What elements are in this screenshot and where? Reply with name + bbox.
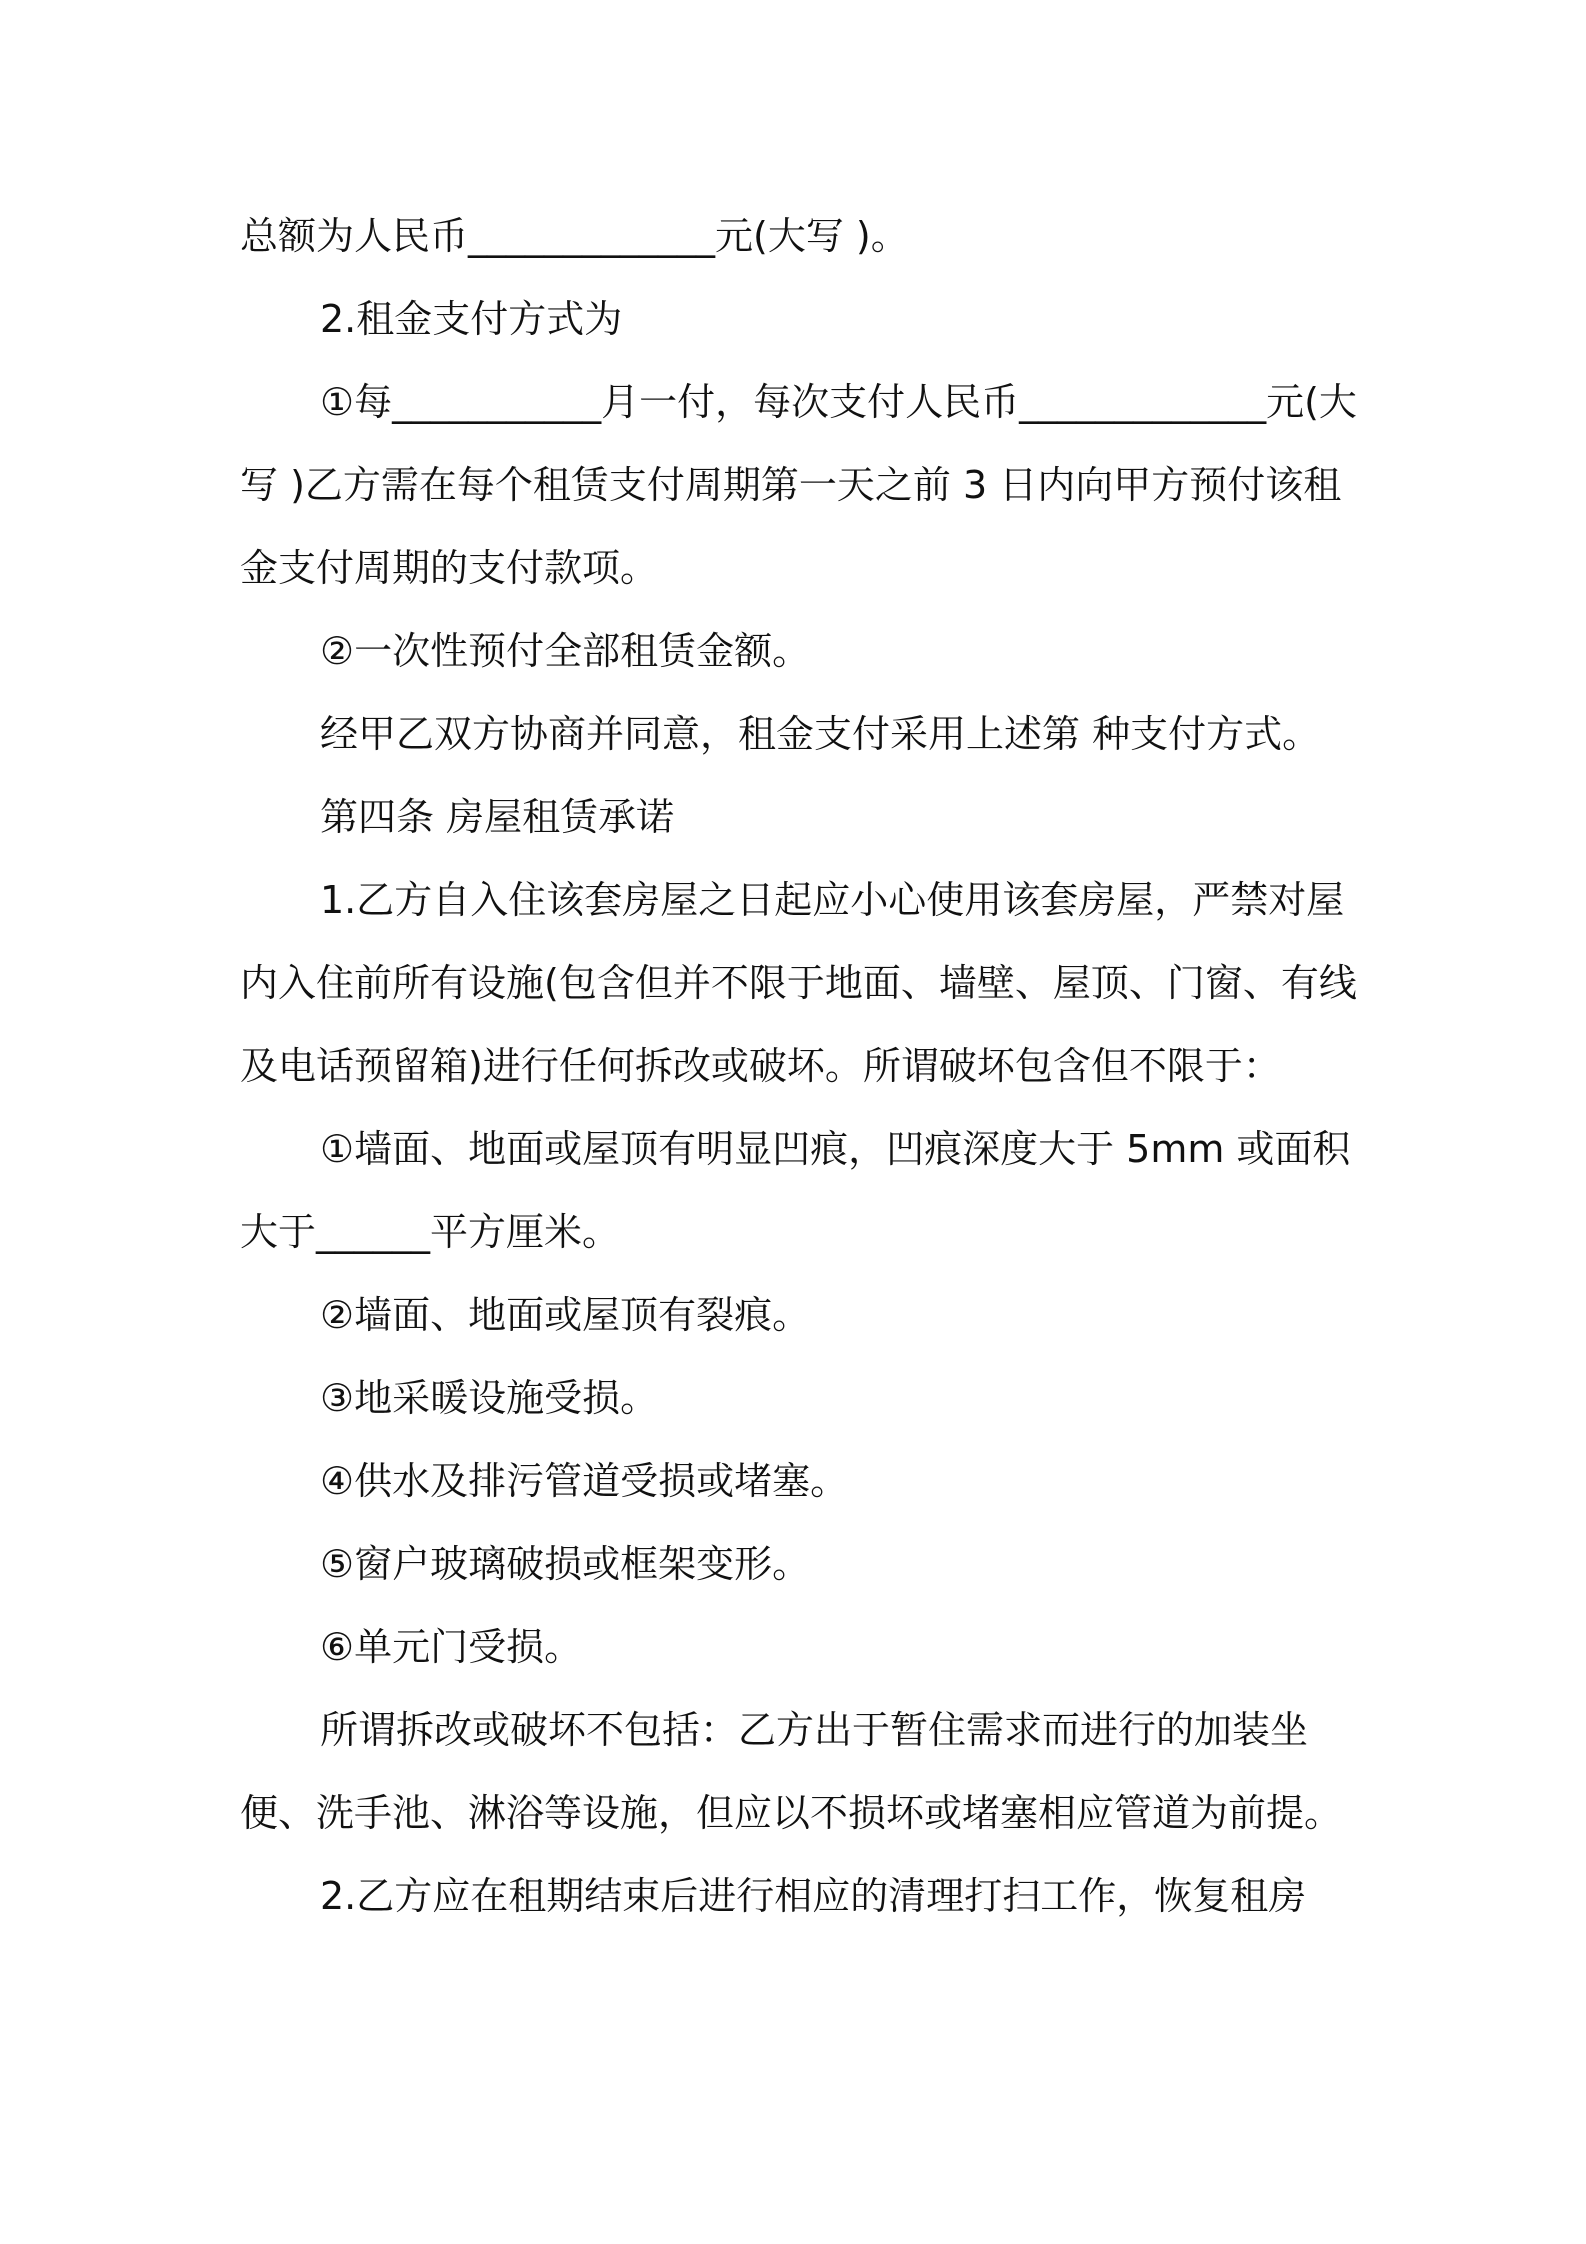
paragraph: ①每___________月一付，每次支付人民币_____________元(大写 )乙方需在每个租赁支付周期第一天之前 3 日内向甲方预付该租金支付周期的支付款项。 — [240, 380, 1357, 590]
paragraph: 所谓拆改或破坏不包括：乙方出于暂住需求而进行的加装坐便、洗手池、淋浴等设施，但应以不损坏或堵塞相应管道为前提。 — [240, 1708, 1343, 1835]
paragraph: 2.乙方应在租期结束后进行相应的清理打扫工作，恢复租房 — [320, 1874, 1307, 1918]
paragraph: 2.租金支付方式为 — [320, 297, 623, 341]
list-item: ⑥单元门受损。 — [320, 1625, 583, 1669]
list-item: ③地采暖设施受损。 — [320, 1376, 659, 1420]
section-heading: 第四条 房屋租赁承诺 — [320, 795, 675, 839]
contract-text — [240, 195, 1370, 1938]
paragraph: ②一次性预付全部租赁金额。 — [320, 629, 811, 673]
list-item: ①墙面、地面或屋顶有明显凹痕，凹痕深度大于 5mm 或面积大于______平方厘米。 — [240, 1127, 1351, 1254]
list-item: ②墙面、地面或屋顶有裂痕。 — [320, 1293, 811, 1337]
paragraph: 经甲乙双方协商并同意，租金支付采用上述第 种支付方式。 — [320, 712, 1321, 756]
paragraph: 总额为人民币_____________元(大写 )。 — [240, 214, 909, 258]
list-item: ④供水及排污管道受损或堵塞。 — [320, 1459, 849, 1503]
paragraph: 1.乙方自入住该套房屋之日起应小心使用该套房屋，严禁对屋内入住前所有设施(包含但并不限于地面、墙壁、屋顶、门窗、有线及电话预留箱)进行任何拆改或破坏。所谓破坏包含但不限于： — [240, 878, 1357, 1088]
list-item: ⑤窗户玻璃破损或框架变形。 — [320, 1542, 811, 1586]
